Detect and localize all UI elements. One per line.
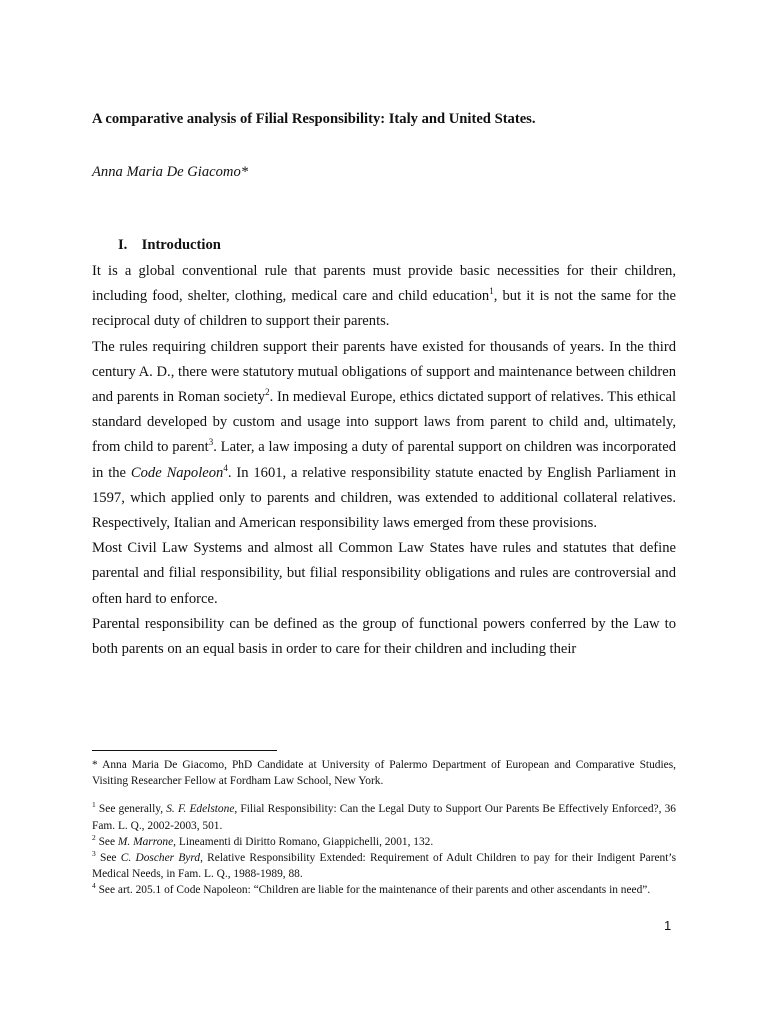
footnote-4: $^4$ See art. 205.1 of Code Napoleon: “Children are liable for the maintenance of their parents and other ascendants in need”. bbox=[92, 881, 651, 897]
paragraph: Most Civil Law Systems and almost all Common Law States have rules and statutes that define parental and filial responsibility, but filial responsibility obligations and rules are controversial and often hard to enforce. bbox=[92, 540, 676, 607]
body-text bbox=[92, 259, 676, 662]
footnote-1: $^1$ See generally, S. F. Edelstone, Filial Responsibility: Can the Legal Duty to Support Our Parents Be Effectively Enforced?, 36 Fam. L. Q., 2002-2003, 501. bbox=[92, 800, 676, 832]
section-heading bbox=[118, 237, 221, 254]
paragraph: Parental responsibility can be defined as the group of functional powers conferred by the Law to both parents on an equal basis in order to care for their children and including their bbox=[92, 615, 676, 658]
document-title: A comparative analysis of Filial Responsibility: Italy and United States. bbox=[92, 111, 536, 127]
footnote-ref[interactable]: 4 bbox=[223, 462, 228, 473]
footnote-3: $^3$ See C. Doscher Byrd, Relative Responsibility Extended: Requirement of Adult Children to pay for their Indigent Parent’s Medical Needs, in Fam. L. Q., 1988-1989, 88. bbox=[92, 849, 677, 881]
footnote-ref[interactable]: 2 bbox=[265, 387, 270, 398]
footnote-author: * Anna Maria De Giacomo, PhD Candidate at University of Palermo Department of European and Comparative Studies, Visiting Researcher Fellow at Fordham Law School, New York. bbox=[92, 759, 676, 788]
footnote-ref[interactable]: 3 bbox=[208, 437, 214, 448]
footnotes bbox=[92, 757, 676, 899]
footnote-2: $^2$ See M. Marrone, Lineamenti di Diritto Romano, Giappichelli, 2001, 132. bbox=[92, 833, 434, 848]
section-title: Introduction bbox=[141, 237, 221, 253]
footnote-ref[interactable]: 1 bbox=[489, 286, 494, 297]
author-name: Anna Maria De Giacomo* bbox=[92, 164, 249, 180]
paragraph: The rules requiring children support their parents have existed for thousands of years. In the third century A. D., there were statutory mutual obligations of support and maintenance between children and parents in Roman society$^2$. In medieval Europe, ethics dictated support of relatives. This ethical standard developed by custom and usage into support laws from parent to child and, ultimately, from child to parent$^3$. Later, a law imposing a duty of parental support on children was incorporated in the Code Napoleon$^4$. In 1601, a relative responsibility statute enacted by English Parliament in 1597, which applied only to parents and children, was extended to additional collateral relatives. Respectively, Italian and American responsibility laws emerged from these provisions. bbox=[92, 338, 677, 532]
paragraph: It is a global conventional rule that parents must provide basic necessities for their children, including food, shelter, clothing, medical care and child education$^1$, but it is not the same for the reciprocal duty of children to support their parents. bbox=[92, 263, 676, 330]
footnote-divider bbox=[92, 750, 277, 751]
section-number: I. bbox=[118, 237, 128, 253]
page-number: 1 bbox=[664, 918, 672, 933]
